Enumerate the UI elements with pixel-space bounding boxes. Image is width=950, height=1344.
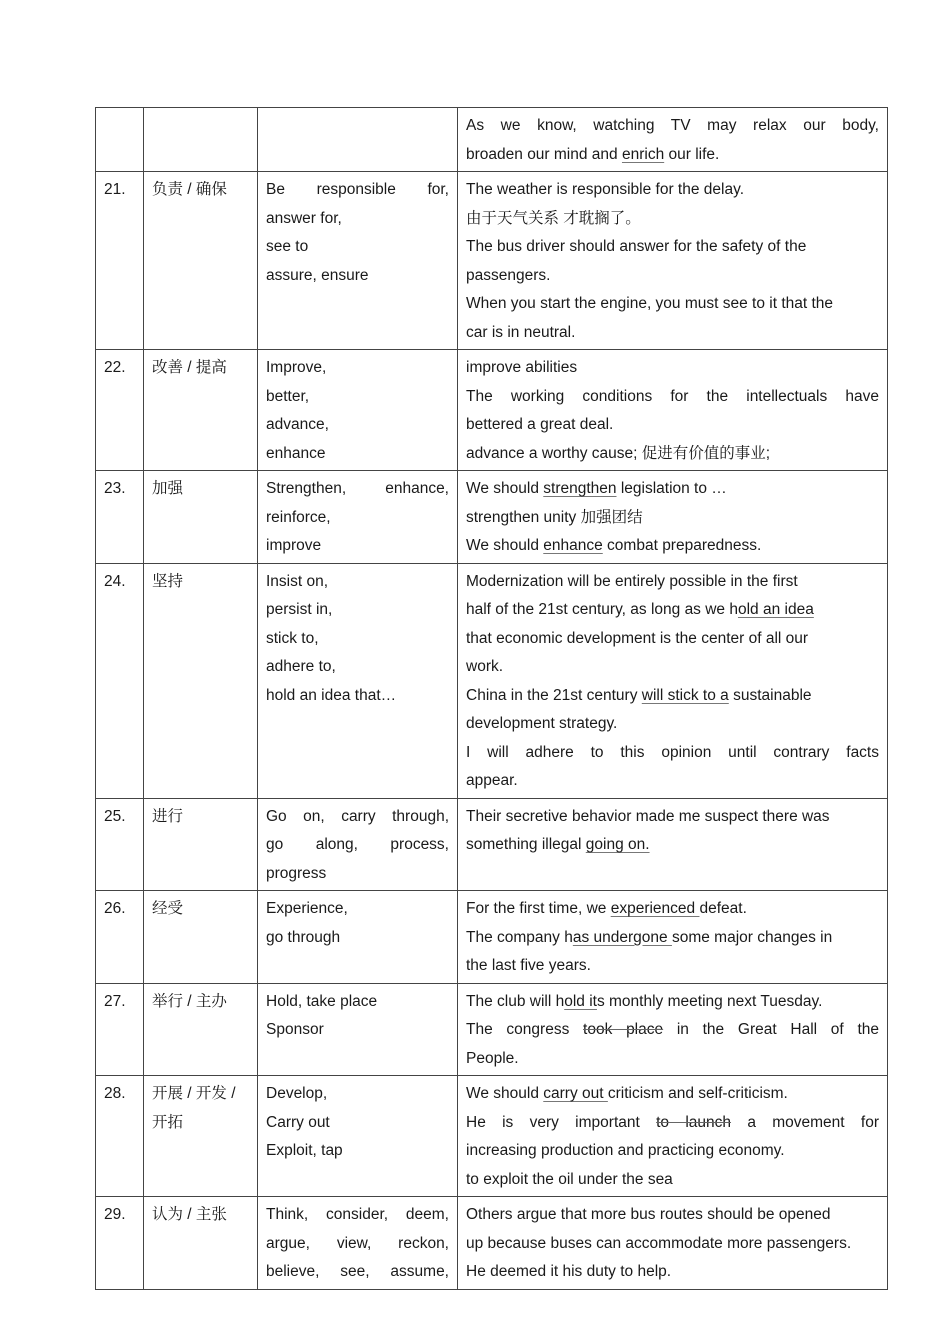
example-sentences-cell: [458, 891, 888, 984]
table-row: [96, 1076, 888, 1197]
entry-number: 27.: [96, 983, 144, 1076]
example-line: work.: [466, 658, 504, 675]
entry-number: 25.: [96, 798, 144, 891]
highlight-underline: old it: [564, 992, 597, 1010]
example-line: car is in neutral.: [466, 323, 576, 341]
chinese-term: 加强: [152, 480, 184, 497]
chinese-term-cell: [144, 563, 258, 798]
chinese-term: 举行 / 主办: [152, 992, 227, 1010]
example-line: advance a worthy cause; 促进有价值的事业;: [466, 444, 771, 462]
example-sentences-cell: [458, 471, 888, 564]
chinese-term-cell: [144, 1197, 258, 1290]
entry-number: 26.: [96, 891, 144, 984]
english-term: better,: [266, 387, 310, 405]
example-line: passengers.: [466, 266, 551, 284]
example-line: appear.: [466, 772, 518, 789]
table-row: [96, 798, 888, 891]
english-term: Insist on,: [266, 572, 329, 590]
chinese-term-cell: [144, 983, 258, 1076]
example-line: The bus driver should answer for the safety of the: [466, 238, 807, 255]
english-term: improve: [266, 537, 322, 554]
chinese-term: 开拓: [152, 1113, 184, 1131]
highlight-underline: strengthen: [543, 480, 617, 497]
example-line: Modernization will be entirely possible in the first: [466, 572, 798, 590]
english-term: Strengthen, enhance,: [266, 480, 449, 497]
example-line: He deemed it his duty to help.: [466, 1263, 672, 1280]
chinese-term: 负责 / 确保: [152, 181, 227, 198]
english-term: reinforce,: [266, 508, 331, 526]
example-line: to exploit the oil under the sea: [466, 1170, 673, 1188]
english-term: assure, ensure: [266, 266, 369, 284]
english-equivalents-cell: [258, 798, 458, 891]
english-term: progress: [266, 864, 327, 882]
highlight-underline: going on.: [585, 836, 650, 853]
english-equivalents-cell: [258, 563, 458, 798]
chinese-term-cell: [144, 891, 258, 984]
chinese-term: 坚持: [152, 572, 184, 590]
example-line: When you start the engine, you must see to it that the: [466, 295, 834, 312]
chinese-term: 经受: [152, 900, 184, 917]
english-term: answer for,: [266, 209, 342, 227]
example-line: We should strengthen legislation to …: [466, 480, 727, 497]
entry-number: 28.: [96, 1076, 144, 1197]
example-line: I will adhere to this opinion until contrary facts: [466, 743, 879, 761]
english-term: argue, view, reckon,: [266, 1234, 449, 1252]
english-term: Exploit, tap: [266, 1142, 343, 1159]
example-line: strengthen unity 加强团结: [466, 508, 643, 526]
highlight-underline: experienced: [610, 900, 700, 917]
english-term: Be responsible for,: [266, 181, 449, 198]
table-row: [96, 108, 888, 172]
table-row: [96, 172, 888, 350]
table-row: [96, 1197, 888, 1290]
english-term: Go on, carry through,: [266, 807, 449, 825]
english-term: adhere to,: [266, 658, 336, 675]
example-line: the last five years.: [466, 957, 591, 974]
highlight-underline: will stick to a: [641, 686, 729, 704]
english-term: go through: [266, 928, 341, 946]
english-term: Improve,: [266, 359, 327, 376]
chinese-term: 开展 / 开发 /: [152, 1085, 236, 1102]
example-line: The weather is responsible for the delay.: [466, 181, 745, 198]
highlight-underline: as undergone: [572, 928, 672, 946]
english-equivalents-cell: [258, 983, 458, 1076]
entry-number: 22.: [96, 350, 144, 471]
english-equivalents-cell: [258, 350, 458, 471]
highlight-underline: old an idea: [737, 601, 814, 618]
english-term: Carry out: [266, 1113, 330, 1131]
english-term: advance,: [266, 416, 329, 433]
example-sentences-cell: [458, 563, 888, 798]
example-line: 由于天气关系 才耽搁了。: [466, 209, 641, 227]
example-line: He is very important to launch a movement for: [466, 1113, 879, 1131]
entry-number: [96, 108, 144, 172]
entry-number: 21.: [96, 172, 144, 350]
english-term: Develop,: [266, 1085, 328, 1102]
entry-number: 23.: [96, 471, 144, 564]
example-line: up because buses can accommodate more passengers.: [466, 1234, 852, 1252]
table-body: [96, 108, 888, 1290]
example-sentences-cell: [458, 172, 888, 350]
english-term: see to: [266, 238, 309, 255]
example-sentences-cell: [458, 798, 888, 891]
strike-mark: took place: [583, 1021, 664, 1038]
example-line: The working conditions for the intellectuals have: [466, 387, 879, 405]
example-sentences-cell: [458, 983, 888, 1076]
highlight-underline: enhance: [543, 537, 603, 554]
example-sentences-cell: [458, 1076, 888, 1197]
example-line: development strategy.: [466, 715, 618, 732]
chinese-term-cell: [144, 471, 258, 564]
english-equivalents-cell: [258, 1076, 458, 1197]
english-term: hold an idea that…: [266, 686, 397, 704]
example-sentences-cell: [458, 108, 888, 172]
vocabulary-table: [95, 107, 888, 1290]
example-line: For the first time, we experienced defeat.: [466, 900, 747, 917]
english-term: enhance: [266, 444, 326, 462]
example-line: that economic development is the center of all our: [466, 629, 809, 647]
example-sentences-cell: [458, 1197, 888, 1290]
english-equivalents-cell: [258, 471, 458, 564]
example-line: China in the 21st century will stick to a sustainable: [466, 686, 812, 704]
table-row: [96, 563, 888, 798]
chinese-term: 认为 / 主张: [152, 1206, 227, 1223]
example-line: broaden our mind and enrich our life.: [466, 145, 720, 163]
example-line: increasing production and practicing economy.: [466, 1142, 785, 1159]
entry-number: 29.: [96, 1197, 144, 1290]
example-line: As we know, watching TV may relax our body,: [466, 117, 879, 134]
english-term: believe, see, assume,: [266, 1263, 449, 1280]
english-equivalents-cell: [258, 172, 458, 350]
english-term: go along, process,: [266, 836, 449, 853]
english-term: persist in,: [266, 601, 333, 618]
english-term: Hold, take place: [266, 992, 378, 1010]
table-row: [96, 471, 888, 564]
chinese-term-cell: [144, 350, 258, 471]
chinese-term-cell: [144, 172, 258, 350]
english-equivalents-cell: [258, 891, 458, 984]
chinese-term-cell: [144, 108, 258, 172]
chinese-term-cell: [144, 798, 258, 891]
example-line: People.: [466, 1049, 519, 1067]
example-line: Their secretive behavior made me suspect there was: [466, 807, 830, 825]
example-line: We should enhance combat preparedness.: [466, 537, 762, 554]
english-term: Experience,: [266, 900, 348, 917]
english-term: Sponsor: [266, 1021, 324, 1038]
english-equivalents-cell: [258, 108, 458, 172]
english-term: stick to,: [266, 629, 319, 647]
chinese-term-cell: [144, 1076, 258, 1197]
highlight-underline: carry out: [543, 1085, 608, 1102]
chinese-term: 改善 / 提高: [152, 359, 227, 376]
example-line: The company has undergone some major changes in: [466, 928, 833, 946]
example-line: bettered a great deal.: [466, 416, 614, 433]
table-row: [96, 983, 888, 1076]
example-line: half of the 21st century, as long as we hold an idea: [466, 601, 814, 618]
strike-mark: to launch: [656, 1113, 732, 1131]
example-line: something illegal going on.: [466, 836, 650, 853]
english-term: Think, consider, deem,: [266, 1206, 449, 1223]
example-line: improve abilities: [466, 359, 578, 376]
example-sentences-cell: [458, 350, 888, 471]
entry-number: 24.: [96, 563, 144, 798]
example-line: The club will hold its monthly meeting next Tuesday.: [466, 992, 823, 1010]
table-row: [96, 350, 888, 471]
example-line: The congress took place in the Great Hall of the: [466, 1021, 879, 1038]
example-line: Others argue that more bus routes should be opened: [466, 1206, 831, 1223]
chinese-term: 进行: [152, 807, 184, 825]
example-line: We should carry out criticism and self-criticism.: [466, 1085, 788, 1102]
table-row: [96, 891, 888, 984]
highlight-underline: enrich: [621, 145, 665, 163]
english-equivalents-cell: [258, 1197, 458, 1290]
